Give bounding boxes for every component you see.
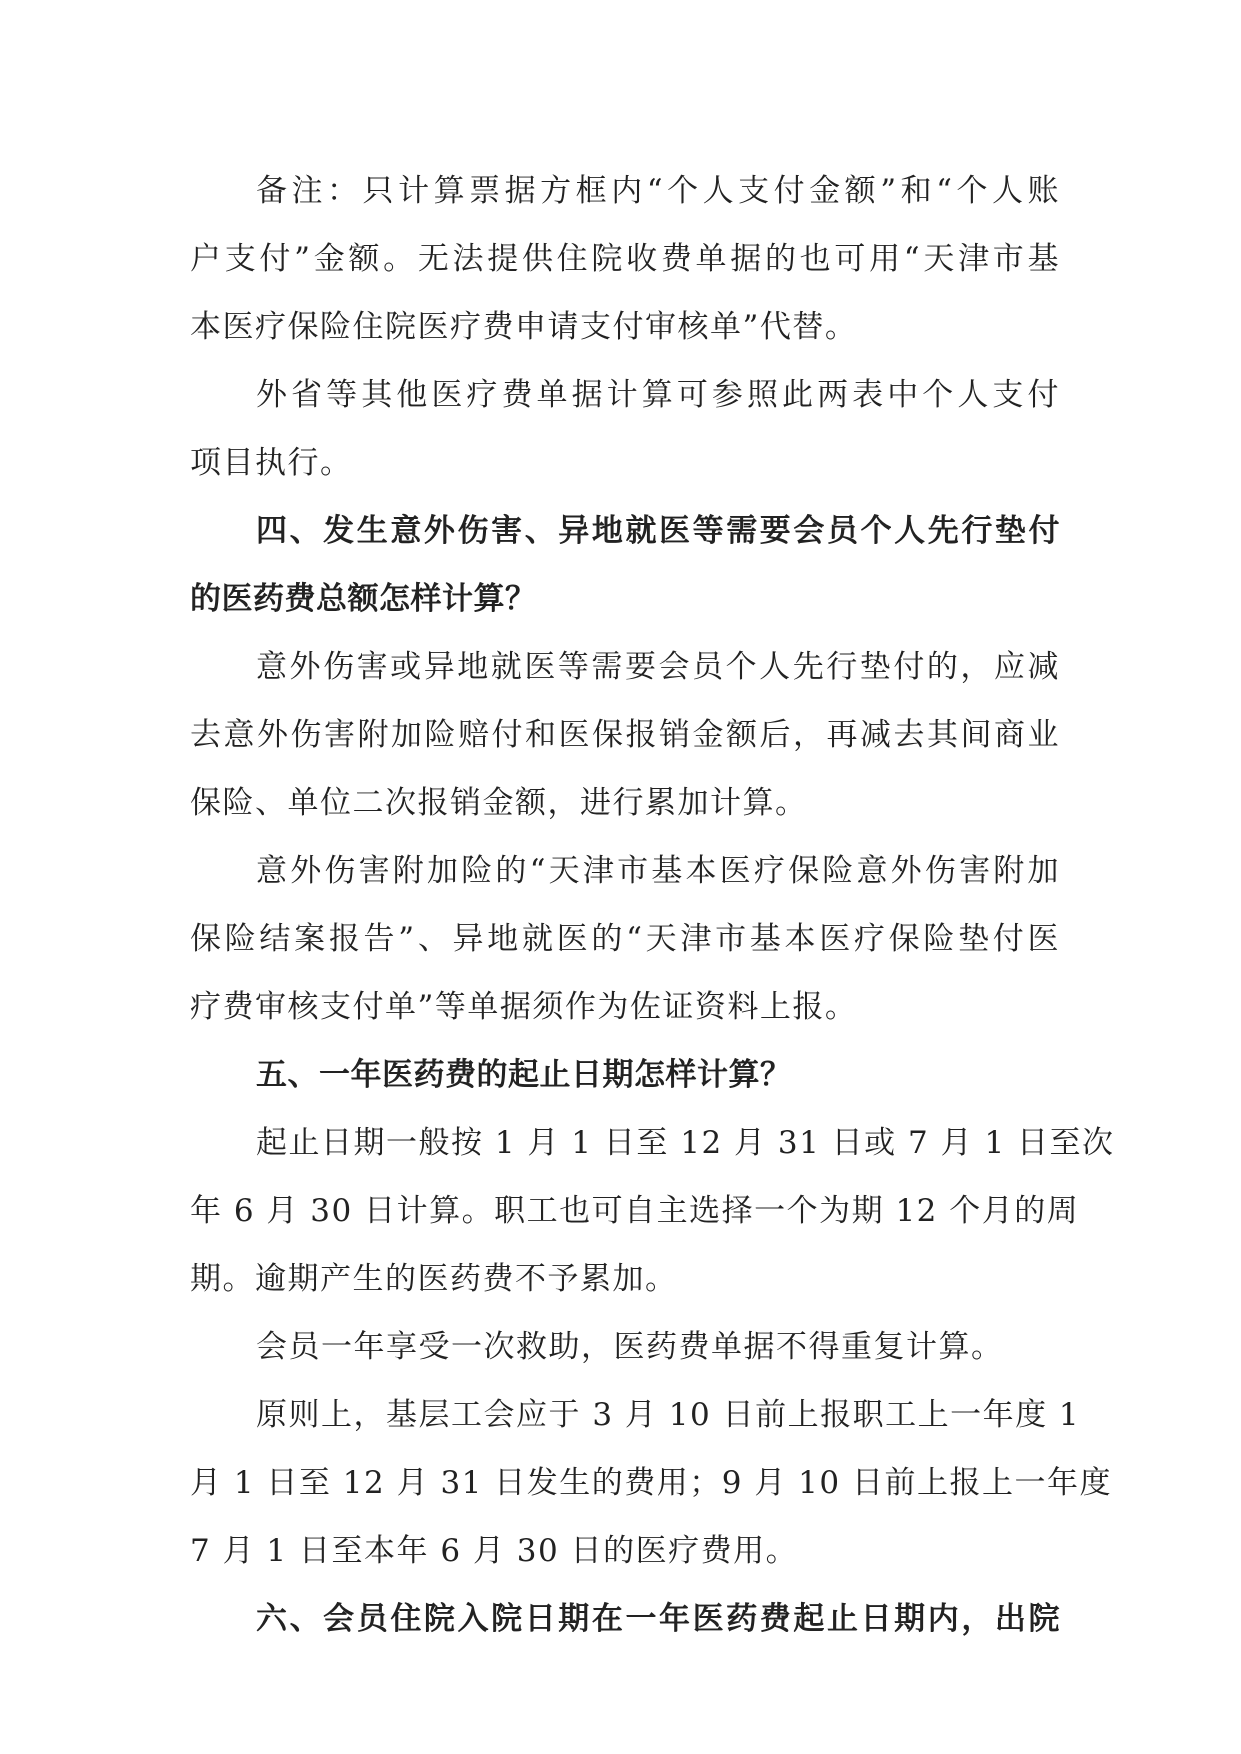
paragraph-line: 年 6 月 30 日计算。职工也可自主选择一个为期 12 个月的周 xyxy=(190,1193,1080,1229)
paragraph-line: 保险、单位二次报销金额，进行累加计算。 xyxy=(190,785,808,821)
paragraph-line: 本医疗保险住院医疗费申请支付审核单”代替。 xyxy=(190,309,858,345)
paragraph-line: 保险结案报告”、异地就医的“天津市基本医疗保险垫付医 xyxy=(190,921,1060,957)
paragraph-line: 会员一年享受一次救助，医药费单据不得重复计算。 xyxy=(256,1329,1004,1365)
section-heading-line: 六、会员住院入院日期在一年医药费起止日期内，出院 xyxy=(256,1601,1060,1637)
paragraph-line: 项目执行。 xyxy=(190,445,353,481)
section-heading-line: 五、一年医药费的起止日期怎样计算？ xyxy=(256,1057,792,1093)
paragraph-line: 原则上，基层工会应于 3 月 10 日前上报职工上一年度 1 xyxy=(256,1397,1081,1433)
paragraph-line: 月 1 日至 12 月 31 日发生的费用；9 月 10 日前上报上一年度 xyxy=(190,1465,1112,1501)
paragraph-line: 7 月 1 日至本年 6 月 30 日的医疗费用。 xyxy=(190,1533,799,1569)
paragraph-line: 意外伤害或异地就医等需要会员个人先行垫付的，应减 xyxy=(256,649,1060,685)
paragraph-line: 去意外伤害附加险赔付和医保报销金额后，再减去其间商业 xyxy=(190,717,1060,753)
paragraph-line: 起止日期一般按 1 月 1 日至 12 月 31 日或 7 月 1 日至次 xyxy=(256,1125,1115,1161)
paragraph-line: 意外伤害附加险的“天津市基本医疗保险意外伤害附加 xyxy=(256,853,1060,889)
paragraph-line: 疗费审核支付单”等单据须作为佐证资料上报。 xyxy=(190,989,858,1025)
section-heading-line: 的医药费总额怎样计算？ xyxy=(190,581,537,617)
paragraph-line: 外省等其他医疗费单据计算可参照此两表中个人支付 xyxy=(256,377,1060,413)
paragraph-line: 期。逾期产生的医药费不予累加。 xyxy=(190,1261,678,1297)
paragraph-line: 备注：只计算票据方框内“个人支付金额”和“个人账 xyxy=(256,173,1060,209)
paragraph-line: 户支付”金额。无法提供住院收费单据的也可用“天津市基 xyxy=(190,241,1060,277)
section-heading-line: 四、发生意外伤害、异地就医等需要会员个人先行垫付 xyxy=(256,513,1060,549)
document-body xyxy=(190,157,1115,1653)
